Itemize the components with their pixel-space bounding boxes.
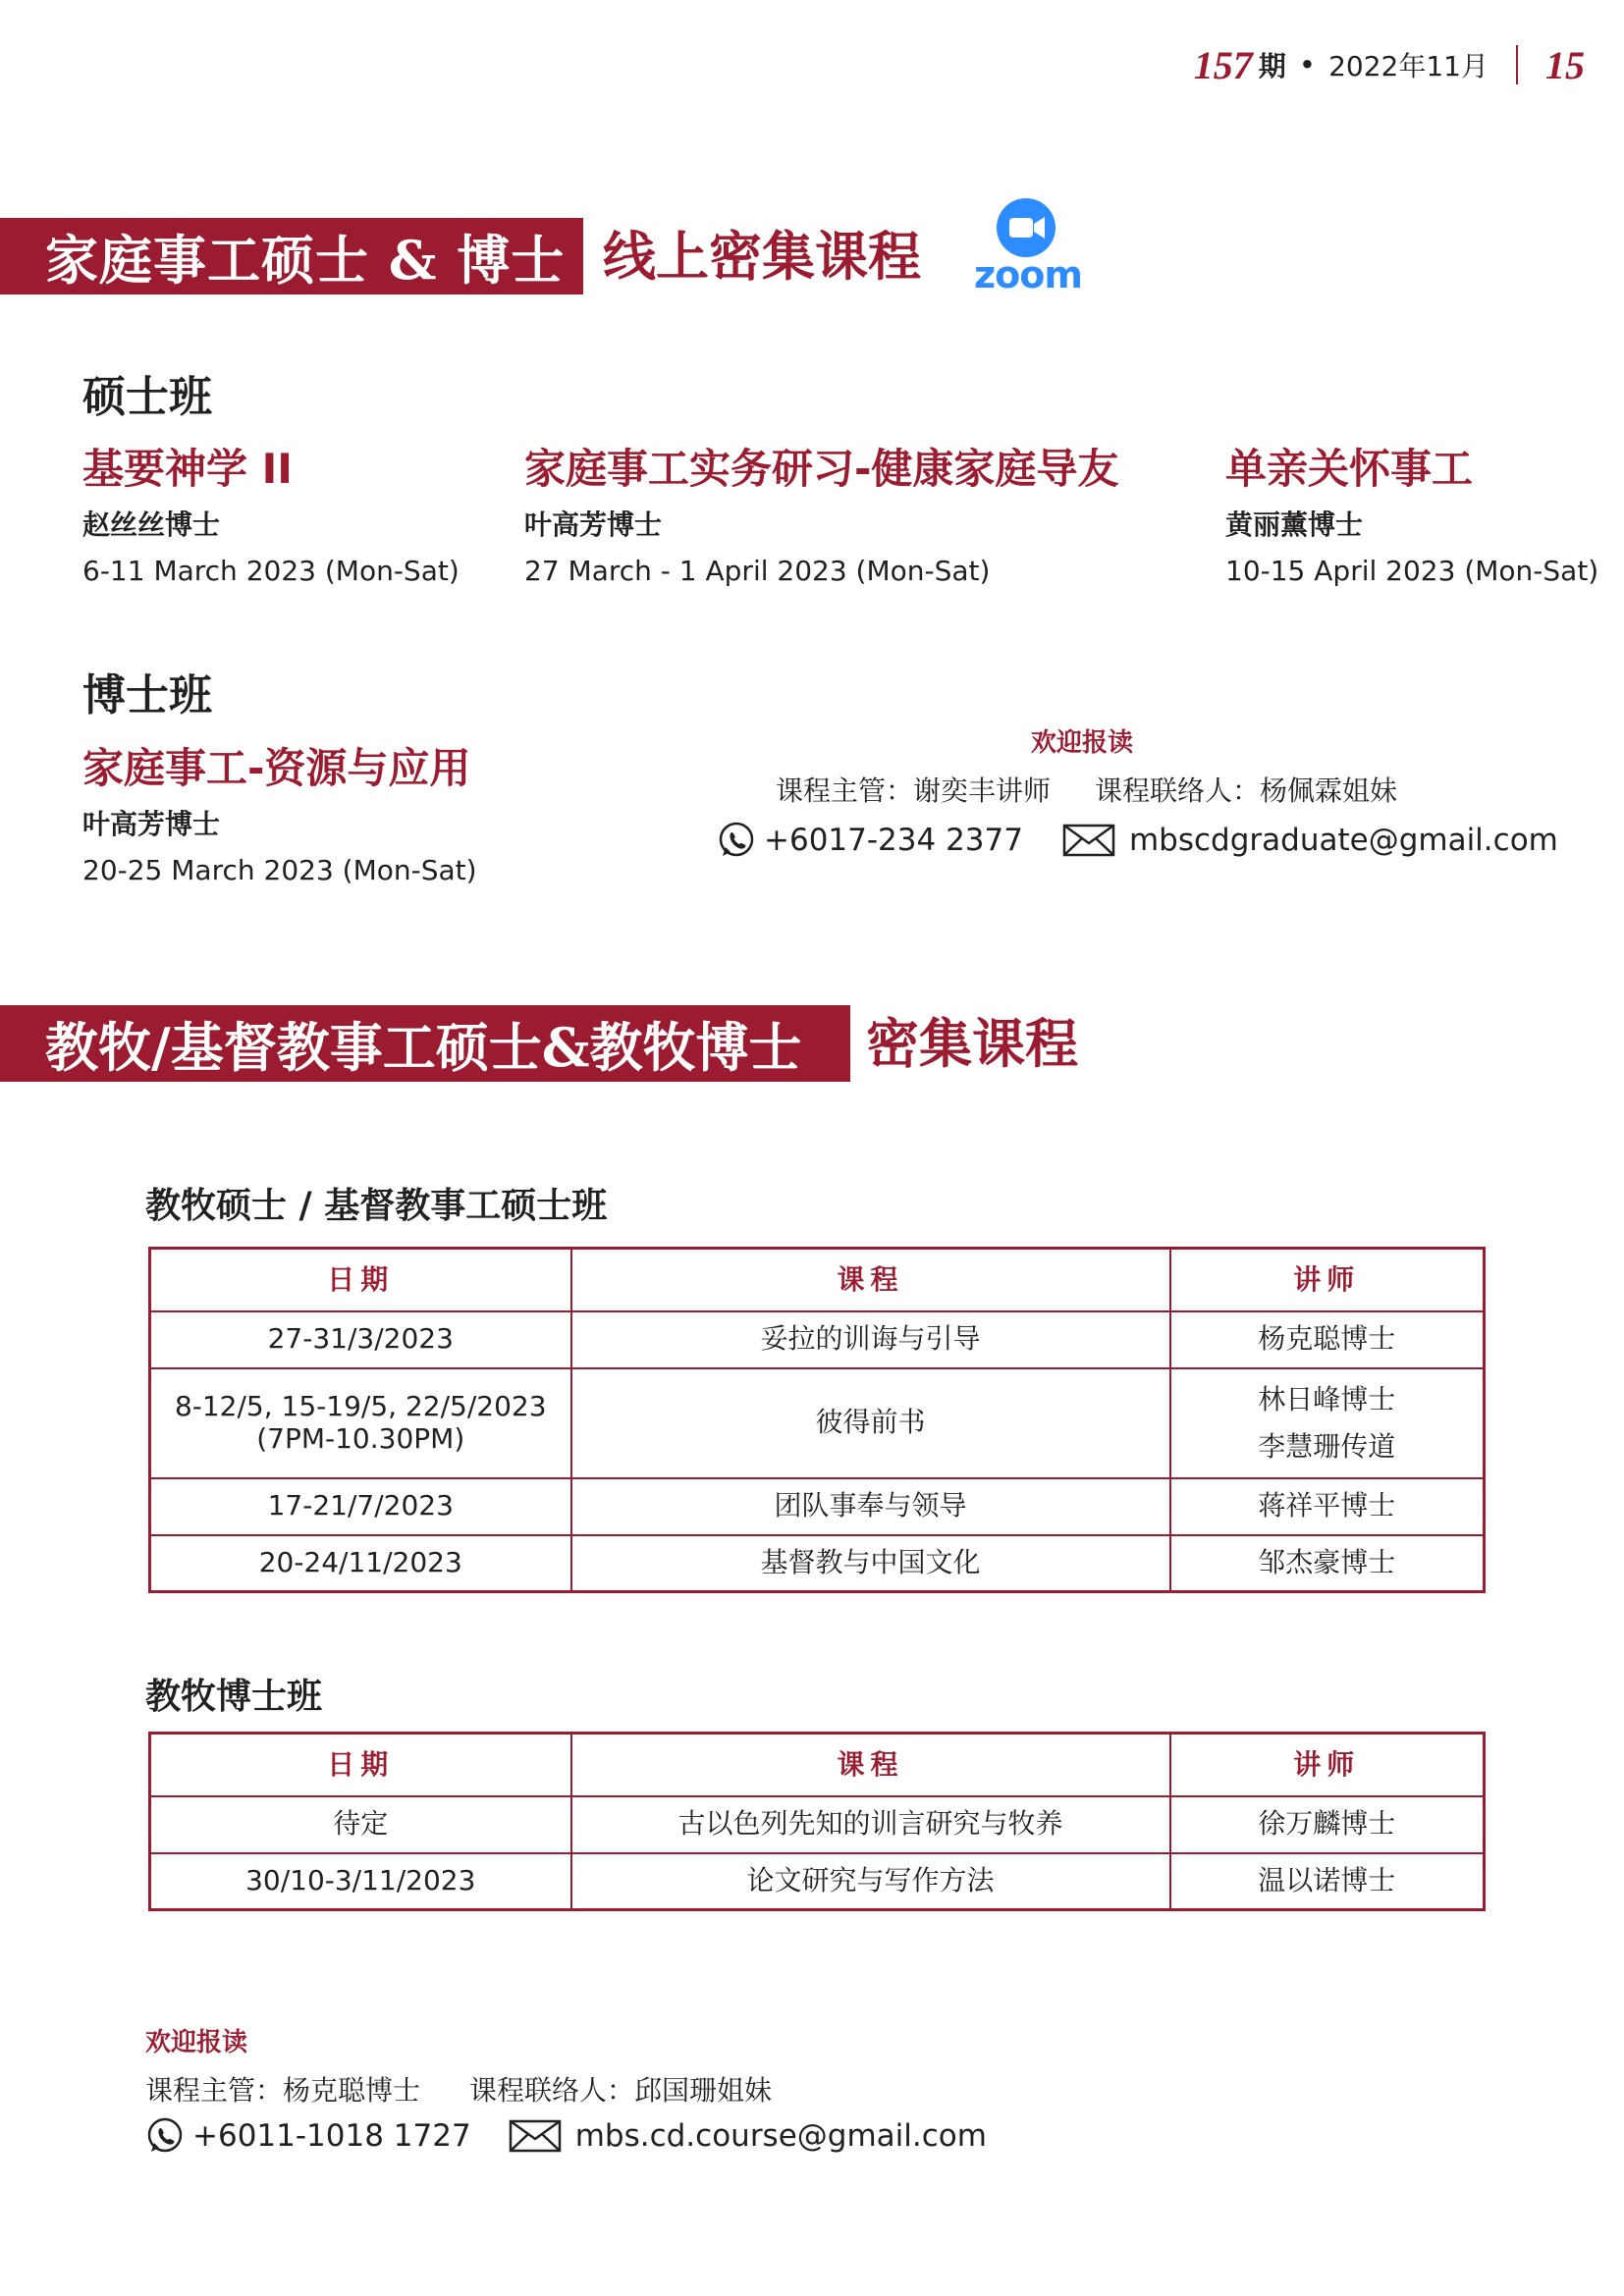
column-header-lecturer: 讲师 xyxy=(1170,1249,1485,1311)
date-cell: 17-21/7/2023 xyxy=(150,1478,571,1535)
table-header-row xyxy=(150,1249,1485,1311)
doctoral-schedule-table xyxy=(148,1732,1486,1911)
zoom-logo xyxy=(972,196,1080,294)
zoom-wordmark: zoom xyxy=(974,253,1082,296)
course-lecturer: 赵丝丝博士 xyxy=(82,508,221,541)
course-lecturer: 黄丽薰博士 xyxy=(1225,508,1364,541)
doctoral-table-heading: 教牧博士班 xyxy=(145,1676,323,1717)
column-header-lecturer: 讲师 xyxy=(1170,1734,1485,1796)
lecturer-line: 李慧珊传道 xyxy=(1258,1429,1396,1463)
masters-table-heading: 教牧硕士 / 基督教事工硕士班 xyxy=(145,1185,608,1226)
course-cell: 论文研究与写作方法 xyxy=(571,1853,1170,1910)
course-cell: 古以色列先知的训言研究与牧养 xyxy=(571,1796,1170,1853)
section1-banner-subtitle: 线上密集课程 xyxy=(603,225,921,288)
course-cell: 彼得前书 xyxy=(571,1368,1170,1478)
course-cell: 团队事奉与领导 xyxy=(571,1478,1170,1535)
column-header-course: 课程 xyxy=(571,1249,1170,1311)
section2-liaison: 课程联络人：邱国珊姐妹 xyxy=(469,2074,773,2107)
page-number: 15 xyxy=(1545,42,1585,87)
header-divider xyxy=(1516,45,1518,84)
course-date: 6-11 March 2023 (Mon-Sat) xyxy=(82,555,460,587)
date-cell: 30/10-3/11/2023 xyxy=(150,1853,571,1910)
section2-banner-subtitle: 密集课程 xyxy=(866,1012,1078,1075)
masters-heading: 硕士班 xyxy=(82,372,212,422)
lecturer-cell: 蒋祥平博士 xyxy=(1170,1478,1485,1535)
section1-banner-title: 家庭事工硕士 & 博士 xyxy=(45,228,566,292)
table-row xyxy=(150,1535,1485,1592)
date-cell: 27-31/3/2023 xyxy=(150,1311,571,1368)
masters-course-3 xyxy=(1225,437,1598,587)
masters-schedule-table xyxy=(148,1247,1486,1593)
section1-liaison: 课程联络人：杨佩霖姐妹 xyxy=(1095,774,1398,807)
date-cell: 20-24/11/2023 xyxy=(150,1535,571,1592)
whatsapp-icon xyxy=(717,821,756,860)
course-date: 20-25 March 2023 (Mon-Sat) xyxy=(82,854,477,886)
lecturer-cell: 杨克聪博士 xyxy=(1170,1311,1485,1368)
section1-phone[interactable]: +6017-234 2377 xyxy=(764,823,1023,858)
section2-contact-row xyxy=(145,2116,987,2156)
lecturer-cell xyxy=(1170,1368,1485,1478)
table-row xyxy=(150,1368,1485,1478)
lecturer-cell: 邹杰豪博士 xyxy=(1170,1535,1485,1592)
email-envelope-icon xyxy=(1062,824,1115,857)
issue-header xyxy=(1194,41,1585,88)
issue-date: 2022年11月 xyxy=(1328,50,1489,82)
course-date: 27 March - 1 April 2023 (Mon-Sat) xyxy=(524,555,991,587)
section1-welcome: 欢迎报读 xyxy=(1031,728,1134,758)
section1-banner xyxy=(0,218,583,294)
column-header-course: 课程 xyxy=(571,1734,1170,1796)
course-cell: 妥拉的训诲与引导 xyxy=(571,1311,1170,1368)
issue-unit: 期 xyxy=(1258,50,1286,82)
section1-contact-row xyxy=(717,821,1558,860)
course-lecturer: 叶高芳博士 xyxy=(524,508,663,541)
table-header-row xyxy=(150,1734,1485,1796)
course-date: 10-15 April 2023 (Mon-Sat) xyxy=(1225,555,1599,587)
issue-number: 157 xyxy=(1193,42,1253,87)
course-title: 家庭事工-资源与应用 xyxy=(82,744,471,792)
section2-email[interactable]: mbs.cd.course@gmail.com xyxy=(574,2118,987,2154)
section2-welcome: 欢迎报读 xyxy=(145,2028,248,2057)
table-row xyxy=(150,1796,1485,1853)
table-row xyxy=(150,1311,1485,1368)
date-line: 8-12/5, 15-19/5, 22/5/2023 xyxy=(174,1390,547,1423)
column-header-date: 日期 xyxy=(150,1734,571,1796)
section1-email[interactable]: mbscdgraduate@gmail.com xyxy=(1128,823,1558,858)
time-line: (7PM-10.30PM) xyxy=(256,1421,465,1455)
table-row xyxy=(150,1853,1485,1910)
section2-supervisor: 课程主管：杨克聪博士 xyxy=(145,2074,421,2107)
course-title: 单亲关怀事工 xyxy=(1225,445,1474,493)
course-lecturer: 叶高芳博士 xyxy=(82,808,221,840)
course-cell: 基督教与中国文化 xyxy=(571,1535,1170,1592)
section2-banner-title: 教牧/基督教事工硕士&教牧博士 xyxy=(45,1015,802,1079)
doctoral-heading: 博士班 xyxy=(82,670,212,721)
masters-course-1 xyxy=(82,437,460,587)
date-cell xyxy=(150,1368,571,1478)
doctoral-course-1 xyxy=(82,736,477,886)
masters-course-2 xyxy=(524,437,1118,587)
whatsapp-icon xyxy=(145,2116,185,2156)
lecturer-cell: 徐万麟博士 xyxy=(1170,1796,1485,1853)
lecturer-line: 林日峰博士 xyxy=(1258,1382,1396,1415)
issue-separator-dot: • xyxy=(1299,51,1316,79)
date-cell: 待定 xyxy=(150,1796,571,1853)
section2-phone[interactable]: +6011-1018 1727 xyxy=(192,2118,471,2154)
lecturer-cell: 温以诺博士 xyxy=(1170,1853,1485,1910)
course-title: 基要神学 II xyxy=(82,445,293,493)
section1-supervisor: 课程主管：谢奕丰讲师 xyxy=(776,774,1052,807)
course-title: 家庭事工实务研习-健康家庭导友 xyxy=(524,445,1119,493)
section2-banner xyxy=(0,1005,850,1082)
email-envelope-icon xyxy=(509,2119,562,2153)
column-header-date: 日期 xyxy=(150,1249,571,1311)
table-row xyxy=(150,1478,1485,1535)
